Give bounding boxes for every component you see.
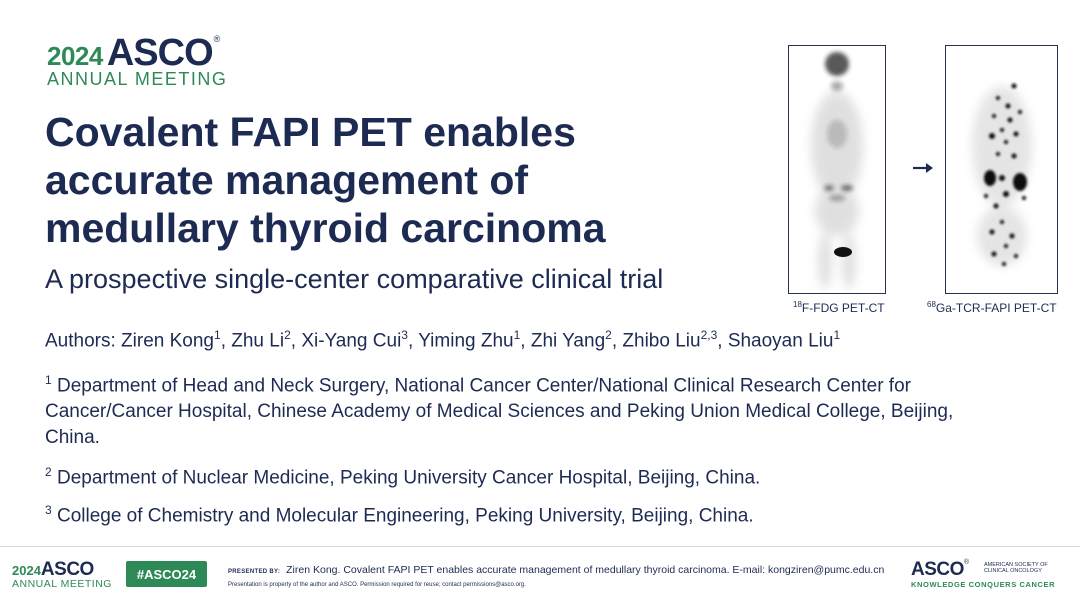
affiliation-number: 2 bbox=[45, 465, 52, 479]
fdg-caption-text: F-FDG PET-CT bbox=[801, 301, 885, 315]
fdg-caption bbox=[793, 300, 885, 315]
affiliation-3 bbox=[45, 497, 1005, 529]
presented-by bbox=[228, 564, 884, 576]
slide-title bbox=[45, 108, 745, 252]
author-name: Xi-Yang Cui bbox=[301, 330, 402, 352]
slide-subtitle: A prospective single-center comparative clinical trial bbox=[45, 264, 664, 294]
fapi-isotope-number: 68 bbox=[927, 300, 936, 309]
fdg-isotope-number: 18 bbox=[793, 300, 802, 309]
author-name: Shaoyan Liu bbox=[727, 330, 834, 352]
fdg-pet-ct-mip bbox=[789, 46, 885, 293]
logo-year: 2024 bbox=[47, 41, 103, 71]
author-separator: , bbox=[611, 330, 623, 352]
author-affiliation-number: 1 bbox=[833, 328, 841, 342]
authors-label: Authors: bbox=[45, 330, 116, 352]
affiliation-text: College of Chemistry and Molecular Engineering, Peking University, Beijing, China. bbox=[56, 505, 754, 527]
author-separator: , bbox=[220, 330, 232, 352]
affiliation-2 bbox=[45, 459, 1005, 491]
footer-meeting-logo bbox=[12, 559, 112, 590]
hashtag-badge: #ASCO24 bbox=[126, 561, 207, 587]
asco-society-logo bbox=[911, 559, 1055, 589]
society-tagline: KNOWLEDGE CONQUERS CANCER bbox=[911, 580, 1056, 589]
author-name: Zhi Yang bbox=[530, 330, 606, 352]
logo-meeting-text: ANNUAL MEETING bbox=[47, 69, 228, 89]
author-name: Zhu Li bbox=[231, 330, 285, 352]
society-name-line-1: AMERICAN SOCIETY OF bbox=[984, 562, 1048, 568]
footer-logo-name: ASCO bbox=[40, 559, 94, 580]
author-affiliation-number: 3 bbox=[401, 328, 408, 342]
author-separator: , bbox=[407, 330, 419, 352]
author-affiliation-number: 1 bbox=[513, 328, 521, 342]
society-logo-name: ASCO bbox=[911, 559, 964, 580]
presented-by-text: Ziren Kong. Covalent FAPI PET enables accurate management of medullary thyroid carcinoma. E-mail: kongziren@pumc.edu.cn bbox=[286, 564, 885, 576]
author-list bbox=[45, 328, 840, 352]
fapi-pet-ct-mip bbox=[946, 46, 1057, 293]
author-separator: , bbox=[520, 330, 531, 352]
affiliation-number: 3 bbox=[45, 503, 52, 517]
title-line-3: medullary thyroid carcinoma bbox=[45, 205, 606, 251]
asco-annual-meeting-logo bbox=[47, 32, 227, 90]
society-name-line-2: CLINICAL ONCOLOGY bbox=[984, 568, 1042, 574]
society-registered-mark: ® bbox=[963, 559, 970, 566]
rights-notice: Presentation is property of the author and ASCO. Permission required for reuse; contact permissions@asco.org. bbox=[228, 582, 526, 588]
fapi-pet-ct-image bbox=[945, 45, 1058, 294]
logo-name: ASCO bbox=[106, 32, 213, 74]
author-separator: , bbox=[290, 330, 302, 352]
title-line-2: accurate management of bbox=[45, 157, 529, 203]
author-name: Zhibo Liu bbox=[622, 330, 701, 352]
author-affiliation-number: 2,3 bbox=[700, 328, 718, 342]
fapi-caption bbox=[927, 300, 1057, 315]
comparison-arrow-icon bbox=[912, 160, 934, 181]
affiliation-number: 1 bbox=[45, 373, 52, 387]
fdg-pet-ct-image bbox=[788, 45, 886, 294]
fapi-caption-text: Ga-TCR-FAPI PET-CT bbox=[935, 301, 1057, 315]
footer-divider bbox=[0, 546, 1080, 547]
author-separator: , bbox=[717, 330, 728, 352]
affiliation-text: Department of Head and Neck Surgery, National Cancer Center/National Clinical Research Center for Cancer/Cancer Hospital, Chinese Academy of Medical Sciences and Peking Union Medical College, Beijing, China. bbox=[45, 375, 954, 449]
author-affiliation-number: 2 bbox=[284, 328, 291, 342]
author-name: Ziren Kong bbox=[121, 330, 214, 352]
affiliation-text: Department of Nuclear Medicine, Peking University Cancer Hospital, Beijing, China. bbox=[56, 467, 761, 489]
author-affiliation-number: 2 bbox=[605, 328, 612, 342]
affiliation-1 bbox=[45, 367, 1005, 451]
footer-logo-meeting: ANNUAL MEETING bbox=[12, 578, 112, 590]
title-line-1: Covalent FAPI PET enables bbox=[45, 109, 576, 155]
footer-logo-year: 2024 bbox=[12, 563, 41, 578]
author-affiliation-number: 1 bbox=[214, 328, 221, 342]
society-full-name bbox=[984, 562, 1064, 574]
author-name: Yiming Zhu bbox=[418, 330, 514, 352]
logo-registered-mark: ® bbox=[213, 34, 221, 44]
presented-by-label: PRESENTED BY: bbox=[228, 569, 281, 575]
